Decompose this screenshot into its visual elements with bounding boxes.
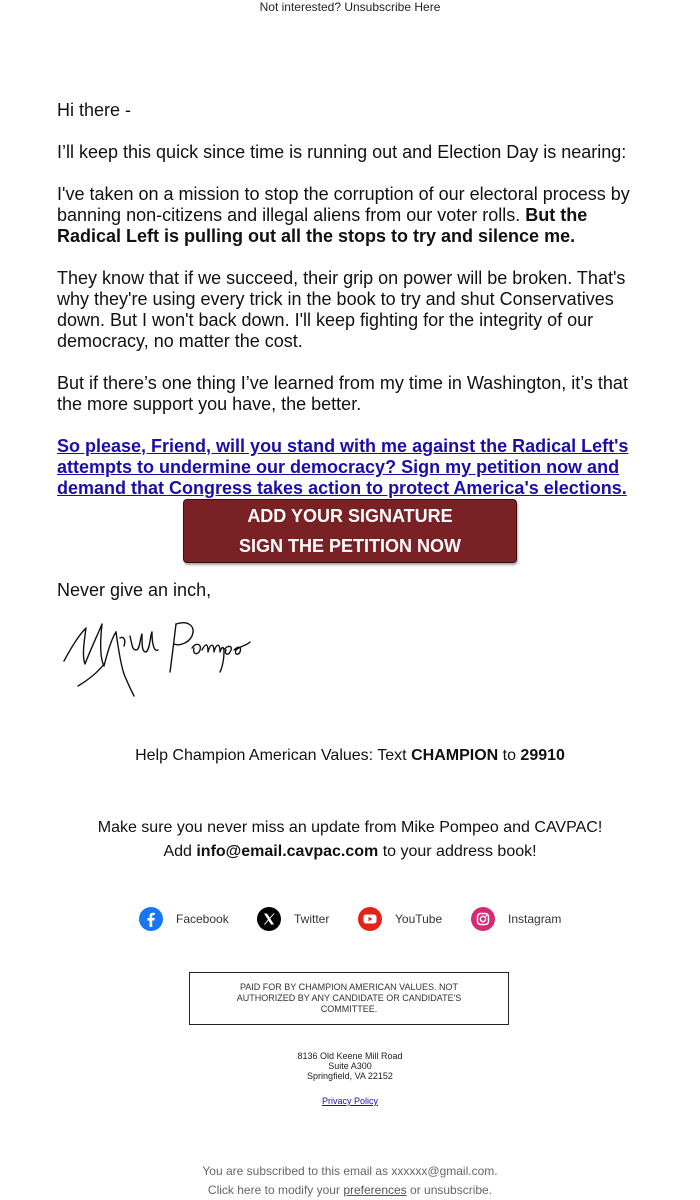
paid-for-text: PAID FOR BY CHAMPION AMERICAN VALUES. NOT AUTHORIZED BY ANY CANDIDATE OR CANDIDATE'S COMMITTEE. bbox=[236, 982, 462, 1014]
update-add: Add bbox=[163, 843, 197, 860]
champion-keyword: CHAMPION bbox=[411, 747, 499, 764]
subscribed-line bbox=[0, 1162, 700, 1181]
youtube-label: YouTube bbox=[395, 912, 443, 926]
privacy-policy bbox=[0, 1096, 700, 1106]
paragraph-5 bbox=[57, 436, 637, 499]
champion-text bbox=[0, 744, 700, 768]
social-links bbox=[0, 906, 700, 932]
signature bbox=[58, 606, 258, 701]
closing: Never give an inch, bbox=[57, 580, 212, 600]
update-suffix: to your address book! bbox=[378, 843, 537, 860]
subscribed-email: xxxxxx@gmail.com bbox=[391, 1164, 495, 1178]
paragraph-2-bold: But the Radical Left is pulling out all the stops to try and silence me. bbox=[57, 205, 588, 246]
instagram-label: Instagram bbox=[508, 912, 562, 926]
subscribed-prefix: You are subscribed to this email as bbox=[202, 1164, 392, 1178]
preferences-link[interactable]: preferences bbox=[343, 1183, 407, 1197]
instagram-icon bbox=[470, 906, 496, 932]
modify-prefix: Click here to modify your bbox=[207, 1183, 344, 1197]
champion-to: to bbox=[498, 747, 521, 764]
champion-number: 29910 bbox=[520, 747, 565, 764]
facebook-icon bbox=[138, 906, 164, 932]
cta-line-1: ADD YOUR SIGNATURE bbox=[247, 506, 453, 526]
subscription-footer bbox=[0, 1162, 700, 1200]
paragraph-2 bbox=[57, 184, 637, 247]
youtube-icon bbox=[357, 906, 383, 932]
paragraph-4: But if there’s one thing I’ve learned from my time in Washington, it’s that the more support you have, the better. bbox=[57, 373, 628, 414]
twitter-link[interactable] bbox=[256, 906, 329, 932]
paid-for-disclaimer bbox=[189, 972, 509, 1025]
mailing-address bbox=[0, 1051, 700, 1081]
twitter-label: Twitter bbox=[294, 912, 330, 926]
modify-line bbox=[0, 1181, 700, 1200]
address-line-2: Suite A300 bbox=[328, 1061, 372, 1071]
address-line-3: Springfield, VA 22152 bbox=[307, 1071, 393, 1081]
subscribed-suffix: . bbox=[494, 1164, 498, 1178]
address-book-notice bbox=[0, 816, 700, 864]
champion-prefix: Help Champion American Values: Text bbox=[135, 747, 412, 764]
youtube-link[interactable] bbox=[357, 906, 442, 932]
paragraph-2-text: I've taken on a mission to stop the corruption of our electoral process by banning non-citizens and illegal aliens from our voter rolls. bbox=[57, 184, 630, 225]
update-email: info@email.cavpac.com bbox=[196, 843, 379, 860]
privacy-policy-link[interactable]: Privacy Policy bbox=[321, 1096, 378, 1106]
paragraph-3: They know that if we succeed, their grip on power will be broken. That's why they're using every trick in the book to try and shut Conservatives down. But I won't back down. I'll keep fighting for the integrity of our democracy, no matter the cost. bbox=[57, 268, 626, 351]
unsubscribe-link[interactable]: Not interested? Unsubscribe Here bbox=[259, 0, 441, 14]
modify-suffix: or unsubscribe. bbox=[406, 1183, 493, 1197]
greeting: Hi there - bbox=[57, 100, 132, 120]
x-twitter-icon bbox=[256, 906, 282, 932]
paragraph-1: I’ll keep this quick since time is running out and Election Day is nearing: bbox=[57, 142, 627, 162]
sign-petition-button[interactable] bbox=[183, 499, 517, 563]
update-line-1: Make sure you never miss an update from Mike Pompeo and CAVPAC! bbox=[97, 819, 603, 836]
cta-line-2: SIGN THE PETITION NOW bbox=[238, 536, 461, 556]
instagram-link[interactable] bbox=[470, 906, 561, 932]
facebook-link[interactable] bbox=[138, 906, 229, 932]
facebook-label: Facebook bbox=[176, 912, 229, 926]
petition-link[interactable]: So please, Friend, will you stand with me against the Radical Left's attempts to undermine our democracy? Sign my petition now and demand that Congress takes action to protect America's elections. bbox=[57, 436, 629, 498]
update-line-2 bbox=[0, 840, 700, 864]
address-line-1: 8136 Old Keene Mill Road bbox=[297, 1051, 403, 1061]
